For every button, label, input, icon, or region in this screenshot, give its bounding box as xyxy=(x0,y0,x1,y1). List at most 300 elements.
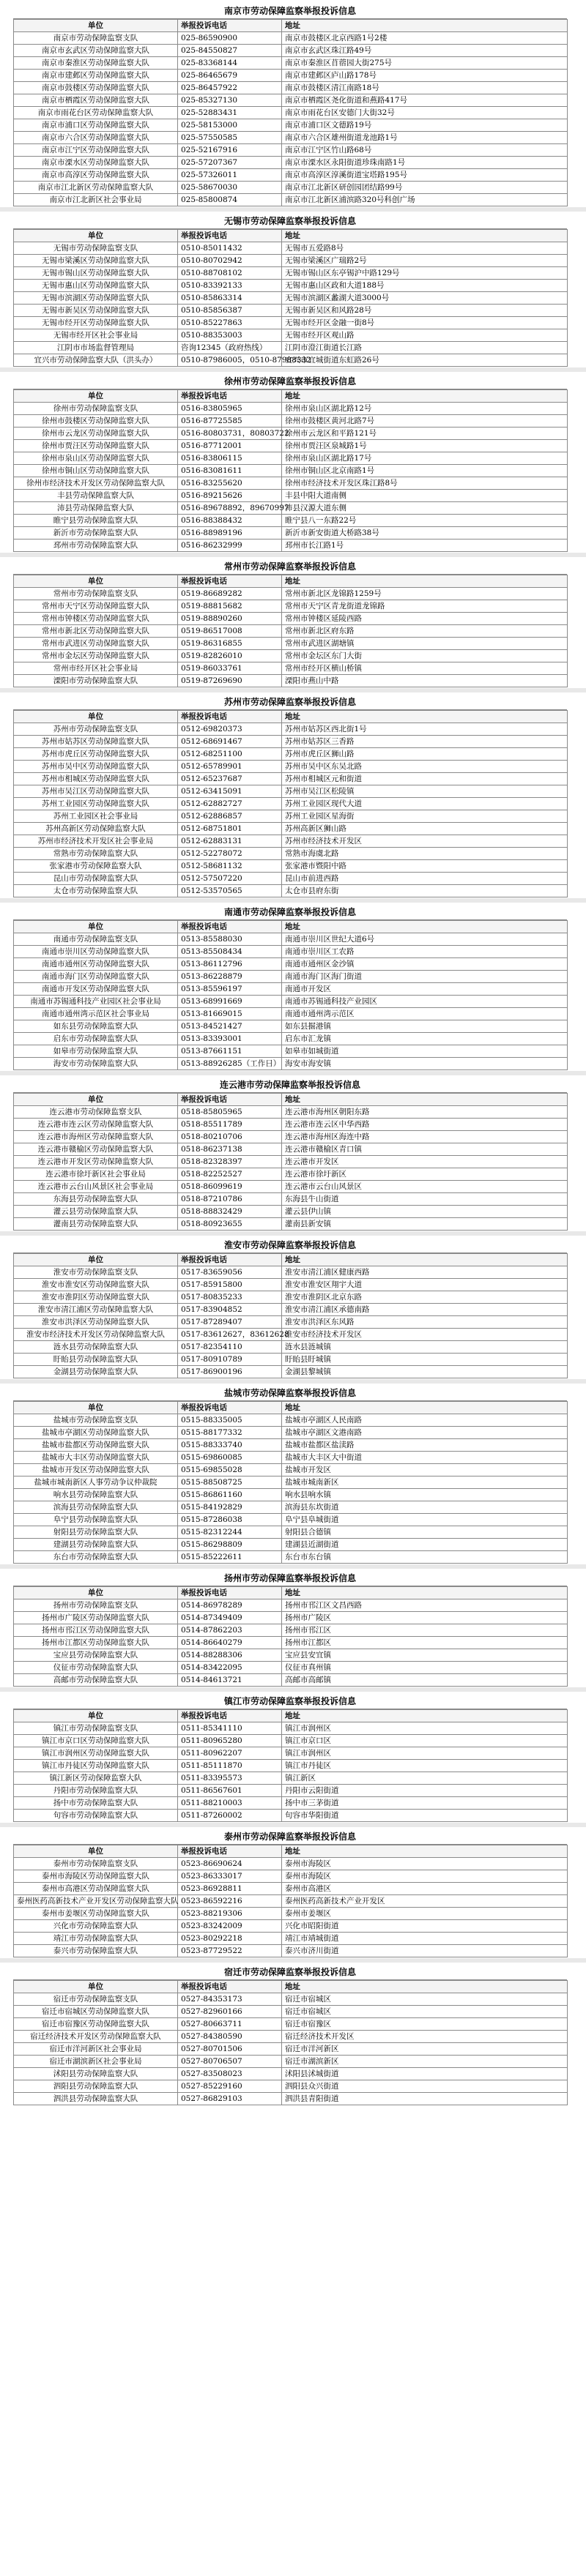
address-cell: 无锡市经开区金融一街8号 xyxy=(282,317,568,329)
address-cell: 扬中市三茅街道 xyxy=(282,1797,568,1810)
address-cell: 南京市建邺区庐山路178号 xyxy=(282,70,568,82)
address-cell: 新沂市新安街道大桥路38号 xyxy=(282,527,568,540)
unit-cell: 南京市高淳区劳动保障监察大队 xyxy=(14,169,178,182)
unit-cell: 无锡市新吴区劳动保障监察大队 xyxy=(14,305,178,317)
phone-cell: 0512-53570565 xyxy=(178,885,282,897)
unit-cell: 镇江市京口区劳动保障监察大队 xyxy=(14,1735,178,1747)
section-divider xyxy=(0,1379,586,1384)
table-row xyxy=(14,1119,568,1131)
phone-cell: 025-84550827 xyxy=(178,45,282,57)
unit-cell: 苏州市虎丘区劳动保障监察大队 xyxy=(14,748,178,761)
table-row xyxy=(14,2043,568,2056)
table-row xyxy=(14,873,568,885)
unit-cell: 海安市劳动保障监察大队 xyxy=(14,1058,178,1070)
section-title: 泰州市劳动保障监察举报投诉信息 xyxy=(13,1829,567,1845)
phone-cell: 0517-83904852 xyxy=(178,1304,282,1316)
phone-cell: 0511-88210003 xyxy=(178,1797,282,1810)
table-row xyxy=(14,1933,568,1945)
address-cell: 南京市江北新区研创园团结路99号 xyxy=(282,182,568,194)
unit-cell: 无锡市滨湖区劳动保障监察大队 xyxy=(14,292,178,305)
city-section xyxy=(13,694,567,897)
phone-cell: 025-57326011 xyxy=(178,169,282,182)
phone-cell: 0515-88335005 xyxy=(178,1414,282,1427)
unit-cell: 邳州市劳动保障监察大队 xyxy=(14,540,178,552)
table-row xyxy=(14,1279,568,1291)
unit-cell: 盐城市城南新区人事劳动争议仲裁院 xyxy=(14,1476,178,1489)
table-row xyxy=(14,82,568,94)
section-title: 无锡市劳动保障监察举报投诉信息 xyxy=(13,213,567,229)
unit-cell: 南京市江北新区社会事业局 xyxy=(14,194,178,206)
section-divider xyxy=(0,1564,586,1569)
phone-cell: 0527-85229160 xyxy=(178,2080,282,2093)
address-cell: 南通市崇川区工农路 xyxy=(282,946,568,958)
section-divider xyxy=(0,207,586,212)
address-cell: 盐城市开发区 xyxy=(282,1464,568,1476)
city-section xyxy=(13,1570,567,1687)
unit-cell: 睢宁县劳动保障监察大队 xyxy=(14,515,178,527)
address-cell: 徐州市铜山区北京南路1号 xyxy=(282,465,568,477)
unit-cell: 江阴市市场监督管理局 xyxy=(14,342,178,354)
phone-cell: 0523-86690624 xyxy=(178,1858,282,1870)
table-header xyxy=(14,1710,568,1722)
table-row xyxy=(14,1131,568,1143)
phone-cell: 0514-86978289 xyxy=(178,1599,282,1612)
contact-table xyxy=(13,1845,568,1957)
table-row xyxy=(14,675,568,687)
phone-cell: 0523-87729522 xyxy=(178,1945,282,1957)
phone-cell: 0512-65789901 xyxy=(178,761,282,773)
address-cell: 丰县中阳大道南侧 xyxy=(282,490,568,502)
address-cell: 南京市鼓楼区清江南路18号 xyxy=(282,82,568,94)
table-row xyxy=(14,1735,568,1747)
table-row xyxy=(14,1206,568,1218)
address-cell: 苏州市吴中区东吴北路 xyxy=(282,761,568,773)
contact-table xyxy=(13,920,568,1070)
city-section xyxy=(13,3,567,206)
phone-cell: 0516-86232999 xyxy=(178,540,282,552)
unit-cell: 灌南县劳动保障监察大队 xyxy=(14,1218,178,1231)
unit-cell: 盐城市大丰区劳动保障监察大队 xyxy=(14,1452,178,1464)
address-cell: 宿迁市洋河新区 xyxy=(282,2043,568,2056)
phone-cell: 0514-87349409 xyxy=(178,1612,282,1624)
phone-cell: 0527-86829103 xyxy=(178,2093,282,2105)
table-row xyxy=(14,1266,568,1279)
unit-cell: 涟水县劳动保障监察大队 xyxy=(14,1341,178,1354)
address-cell: 沭阳县沭城街道 xyxy=(282,2068,568,2080)
address-cell: 常州市经开区横山桥镇 xyxy=(282,662,568,675)
phone-cell: 0516-88388432 xyxy=(178,515,282,527)
phone-cell: 0510-85227863 xyxy=(178,317,282,329)
address-cell: 常州市金坛区东门大街 xyxy=(282,650,568,662)
unit-cell: 苏州高新区劳动保障监察大队 xyxy=(14,823,178,835)
address-cell: 苏州市经济技术开发区 xyxy=(282,835,568,848)
unit-cell: 南京市建邺区劳动保障监察大队 xyxy=(14,70,178,82)
phone-cell: 025-57550585 xyxy=(178,132,282,144)
unit-cell: 连云港市劳动保障监察支队 xyxy=(14,1106,178,1119)
table-row xyxy=(14,1501,568,1514)
table-row xyxy=(14,1649,568,1662)
address-cell: 如东县掘港镇 xyxy=(282,1020,568,1033)
table-row xyxy=(14,662,568,675)
phone-cell: 0515-69860085 xyxy=(178,1452,282,1464)
address-cell: 常熟市海虞北路 xyxy=(282,848,568,860)
unit-cell: 苏州市吴中区劳动保障监察大队 xyxy=(14,761,178,773)
section-divider xyxy=(0,367,586,372)
phone-cell: 0518-85805965 xyxy=(178,1106,282,1119)
table-row xyxy=(14,1058,568,1070)
table-row xyxy=(14,1993,568,2006)
table-row xyxy=(14,305,568,317)
phone-cell: 025-83368144 xyxy=(178,57,282,70)
unit-cell: 金湖县劳动保障监察大队 xyxy=(14,1366,178,1378)
address-cell: 响水县响水镇 xyxy=(282,1489,568,1501)
address-cell: 盱眙县盱城镇 xyxy=(282,1354,568,1366)
address-cell: 泰州市海陵区 xyxy=(282,1858,568,1870)
unit-cell: 昆山市劳动保障监察大队 xyxy=(14,873,178,885)
section-divider xyxy=(0,1071,586,1075)
unit-cell: 无锡市锡山区劳动保障监察大队 xyxy=(14,267,178,280)
address-cell: 徐州市鼓楼区黄河北路7号 xyxy=(282,415,568,428)
phone-cell: 0511-80962207 xyxy=(178,1747,282,1760)
unit-cell: 扬州市江都区劳动保障监察大队 xyxy=(14,1637,178,1649)
table-row xyxy=(14,1908,568,1920)
unit-cell: 常熟市劳动保障监察大队 xyxy=(14,848,178,860)
table-row xyxy=(14,1662,568,1674)
unit-header: 单位 xyxy=(14,1094,178,1106)
unit-cell: 淮安市淮安区劳动保障监察大队 xyxy=(14,1279,178,1291)
address-cell: 常州市新北区龙锦路1259号 xyxy=(282,588,568,600)
contact-table xyxy=(13,575,568,687)
unit-cell: 苏州市劳动保障监察支队 xyxy=(14,723,178,736)
address-cell: 连云港市徐圩新区 xyxy=(282,1168,568,1181)
table-row xyxy=(14,1514,568,1526)
phone-cell: 0518-88832429 xyxy=(178,1206,282,1218)
unit-cell: 南京市鼓楼区劳动保障监察大队 xyxy=(14,82,178,94)
table-row xyxy=(14,1624,568,1637)
table-row xyxy=(14,1414,568,1427)
phone-cell: 0523-86333017 xyxy=(178,1870,282,1883)
unit-cell: 无锡市经开区劳动保障监察大队 xyxy=(14,317,178,329)
table-row xyxy=(14,1870,568,1883)
address-cell: 淮安市清江浦区健康西路 xyxy=(282,1266,568,1279)
unit-cell: 镇江市丹徒区劳动保障监察大队 xyxy=(14,1760,178,1772)
unit-cell: 溧阳市劳动保障监察大队 xyxy=(14,675,178,687)
table-row xyxy=(14,32,568,45)
city-section xyxy=(13,213,567,367)
unit-cell: 常州市新北区劳动保障监察大队 xyxy=(14,625,178,638)
address-cell: 沛县汉源大道东侧 xyxy=(282,502,568,515)
address-cell: 常州市钟楼区延陵西路 xyxy=(282,613,568,625)
address-cell: 南京市浦口区文德路19号 xyxy=(282,119,568,132)
phone-cell: 0527-82960166 xyxy=(178,2006,282,2018)
table-header xyxy=(14,1094,568,1106)
address-cell: 徐州市经济技术开发区珠江路8号 xyxy=(282,477,568,490)
table-row xyxy=(14,1612,568,1624)
unit-cell: 镇江新区劳动保障监察大队 xyxy=(14,1772,178,1785)
table-row xyxy=(14,94,568,107)
phone-cell: 0513-81669015 xyxy=(178,1008,282,1020)
phone-cell: 0510-85011432 xyxy=(178,242,282,255)
unit-cell: 扬州市广陵区劳动保障监察大队 xyxy=(14,1612,178,1624)
address-cell: 常州市新北区府东路 xyxy=(282,625,568,638)
unit-cell: 南通市劳动保障监察支队 xyxy=(14,933,178,946)
phone-cell: 0516-89678892，89670997 xyxy=(178,502,282,515)
address-cell: 无锡市滨湖区蠡湖大道3000号 xyxy=(282,292,568,305)
phone-cell: 0511-86567601 xyxy=(178,1785,282,1797)
phone-cell: 0527-80706507 xyxy=(178,2056,282,2068)
phone-cell: 0515-88177332 xyxy=(178,1427,282,1439)
phone-cell: 0527-83508023 xyxy=(178,2068,282,2080)
city-section xyxy=(13,1693,567,1822)
section-title: 徐州市劳动保障监察举报投诉信息 xyxy=(13,373,567,389)
address-cell: 南通市开发区 xyxy=(282,983,568,996)
unit-cell: 淮安市经济技术开发区劳动保障监察大队 xyxy=(14,1329,178,1341)
address-cell: 徐州市云龙区和平路121号 xyxy=(282,428,568,440)
unit-cell: 徐州市泉山区劳动保障监察大队 xyxy=(14,452,178,465)
unit-cell: 南京市劳动保障监察支队 xyxy=(14,32,178,45)
table-row xyxy=(14,885,568,897)
table-row xyxy=(14,600,568,613)
phone-cell: 025-57207367 xyxy=(178,157,282,169)
table-row xyxy=(14,638,568,650)
table-row xyxy=(14,1329,568,1341)
phone-cell: 咨询12345（政府热线） xyxy=(178,342,282,354)
table-row xyxy=(14,1341,568,1354)
unit-cell: 盐城市盐都区劳动保障监察大队 xyxy=(14,1439,178,1452)
address-cell: 盐城市亭湖区文港南路 xyxy=(282,1427,568,1439)
table-row xyxy=(14,1033,568,1045)
unit-cell: 宿迁市宿豫区劳动保障监察大队 xyxy=(14,2018,178,2031)
table-row xyxy=(14,1883,568,1895)
address-cell: 泰兴市济川街道 xyxy=(282,1945,568,1957)
address-cell: 徐州市泉山区湖北路17号 xyxy=(282,452,568,465)
unit-cell: 泗洪县劳动保障监察大队 xyxy=(14,2093,178,2105)
address-cell: 苏州市吴江区松陵镇 xyxy=(282,785,568,798)
unit-cell: 南京市栖霞区劳动保障监察大队 xyxy=(14,94,178,107)
unit-cell: 连云港市连云区劳动保障监察大队 xyxy=(14,1119,178,1131)
table-row xyxy=(14,723,568,736)
phone-cell: 0516-83805965 xyxy=(178,403,282,415)
table-row xyxy=(14,810,568,823)
table-row xyxy=(14,1106,568,1119)
table-row xyxy=(14,119,568,132)
table-row xyxy=(14,1045,568,1058)
contact-table xyxy=(13,1709,568,1822)
phone-cell: 0515-84192829 xyxy=(178,1501,282,1514)
address-cell: 连云港市赣榆区青口镇 xyxy=(282,1143,568,1156)
address-cell: 南京市溧水区永阳街道珍珠南路1号 xyxy=(282,157,568,169)
address-header: 地址 xyxy=(282,230,568,242)
address-cell: 南京市江北新区浦滨路320号科创广场 xyxy=(282,194,568,206)
address-cell: 常州市武进区湖塘镇 xyxy=(282,638,568,650)
contact-table xyxy=(13,1093,568,1231)
unit-header: 单位 xyxy=(14,1981,178,1993)
unit-cell: 泰州医药高新技术产业开发区劳动保障监察大队 xyxy=(14,1895,178,1908)
phone-cell: 0512-58681132 xyxy=(178,860,282,873)
phone-cell: 025-52883431 xyxy=(178,107,282,119)
phone-cell: 0514-86640279 xyxy=(178,1637,282,1649)
unit-cell: 南京市溧水区劳动保障监察大队 xyxy=(14,157,178,169)
table-row xyxy=(14,613,568,625)
address-cell: 泰州市高港区 xyxy=(282,1883,568,1895)
address-cell: 南京市高淳区淳溪街道宝塔路195号 xyxy=(282,169,568,182)
phone-cell: 0510-85856387 xyxy=(178,305,282,317)
unit-cell: 苏州工业园区劳动保障监察大队 xyxy=(14,798,178,810)
address-cell: 徐州市贾汪区泉城路1号 xyxy=(282,440,568,452)
unit-cell: 响水县劳动保障监察大队 xyxy=(14,1489,178,1501)
table-row xyxy=(14,403,568,415)
unit-cell: 东台市劳动保障监察大队 xyxy=(14,1551,178,1564)
table-row xyxy=(14,1316,568,1329)
table-row xyxy=(14,1760,568,1772)
unit-cell: 连云港市开发区劳动保障监察大队 xyxy=(14,1156,178,1168)
unit-cell: 高邮市劳动保障监察大队 xyxy=(14,1674,178,1687)
address-cell: 宜兴市宜城街道东虹路26号 xyxy=(282,354,568,367)
table-row xyxy=(14,169,568,182)
table-row xyxy=(14,415,568,428)
unit-cell: 南京市江北新区劳动保障监察大队 xyxy=(14,182,178,194)
table-row xyxy=(14,1143,568,1156)
address-header: 地址 xyxy=(282,575,568,588)
unit-cell: 南京市江宁区劳动保障监察大队 xyxy=(14,144,178,157)
table-row xyxy=(14,798,568,810)
table-row xyxy=(14,785,568,798)
address-cell: 泰州市姜堰区 xyxy=(282,1908,568,1920)
address-cell: 扬州市广陵区 xyxy=(282,1612,568,1624)
phone-cell: 0516-87725585 xyxy=(178,415,282,428)
phone-cell: 0515-69855028 xyxy=(178,1464,282,1476)
unit-cell: 无锡市惠山区劳动保障监察大队 xyxy=(14,280,178,292)
contact-table xyxy=(13,1401,568,1564)
phone-cell: 0514-83422095 xyxy=(178,1662,282,1674)
phone-cell: 0519-86517008 xyxy=(178,625,282,638)
table-row xyxy=(14,1747,568,1760)
address-cell: 南京市秦淮区苜蓿园大街275号 xyxy=(282,57,568,70)
address-cell: 常州市天宁区青龙街道龙锦路 xyxy=(282,600,568,613)
table-row xyxy=(14,1427,568,1439)
address-cell: 南通市海门区海门街道 xyxy=(282,971,568,983)
address-cell: 南通市通州区金沙镇 xyxy=(282,958,568,971)
phone-cell: 0519-86689282 xyxy=(178,588,282,600)
phone-header: 举报投诉电话 xyxy=(178,390,282,403)
phone-header: 举报投诉电话 xyxy=(178,711,282,723)
table-row xyxy=(14,527,568,540)
unit-cell: 南通市开发区劳动保障监察大队 xyxy=(14,983,178,996)
table-row xyxy=(14,1489,568,1501)
section-title: 常州市劳动保障监察举报投诉信息 xyxy=(13,559,567,575)
table-row xyxy=(14,182,568,194)
unit-cell: 南通市通州区劳动保障监察大队 xyxy=(14,958,178,971)
address-cell: 南京市雨花台区安德门大街32号 xyxy=(282,107,568,119)
phone-cell: 0513-84521427 xyxy=(178,1020,282,1033)
phone-cell: 0514-84613721 xyxy=(178,1674,282,1687)
phone-header: 举报投诉电话 xyxy=(178,1587,282,1599)
address-cell: 仪征市真州镇 xyxy=(282,1662,568,1674)
section-divider xyxy=(0,898,586,903)
unit-cell: 南通市海门区劳动保障监察大队 xyxy=(14,971,178,983)
address-cell: 阜宁县阜城街道 xyxy=(282,1514,568,1526)
unit-cell: 东海县劳动保障监察大队 xyxy=(14,1193,178,1206)
section-title: 南通市劳动保障监察举报投诉信息 xyxy=(13,904,567,920)
address-cell: 南京市栖霞区尧化街道和燕路417号 xyxy=(282,94,568,107)
table-row xyxy=(14,958,568,971)
table-row xyxy=(14,1366,568,1378)
table-header xyxy=(14,575,568,588)
unit-cell: 泗阳县劳动保障监察大队 xyxy=(14,2080,178,2093)
table-row xyxy=(14,342,568,354)
section-title: 南京市劳动保障监察举报投诉信息 xyxy=(13,3,567,19)
unit-cell: 连云港市赣榆区劳动保障监察大队 xyxy=(14,1143,178,1156)
unit-cell: 无锡市劳动保障监察支队 xyxy=(14,242,178,255)
phone-cell: 0513-86228879 xyxy=(178,971,282,983)
phone-header: 举报投诉电话 xyxy=(178,1402,282,1414)
unit-cell: 灌云县劳动保障监察大队 xyxy=(14,1206,178,1218)
phone-cell: 0519-86316855 xyxy=(178,638,282,650)
unit-header: 单位 xyxy=(14,921,178,933)
address-header: 地址 xyxy=(282,1587,568,1599)
address-header: 地址 xyxy=(282,1402,568,1414)
table-row xyxy=(14,848,568,860)
phone-cell: 0515-82312244 xyxy=(178,1526,282,1539)
phone-cell: 0512-52278072 xyxy=(178,848,282,860)
phone-cell: 0518-87210786 xyxy=(178,1193,282,1206)
unit-header: 单位 xyxy=(14,390,178,403)
section-divider xyxy=(0,1958,586,1963)
phone-cell: 0511-83395573 xyxy=(178,1772,282,1785)
address-cell: 连云港市连云区中华西路 xyxy=(282,1119,568,1131)
phone-cell: 0518-80923655 xyxy=(178,1218,282,1231)
phone-cell: 0513-88926285（工作日） xyxy=(178,1058,282,1070)
section-divider xyxy=(0,688,586,692)
section-title: 连云港市劳动保障监察举报投诉信息 xyxy=(13,1077,567,1093)
address-cell: 南通市通州湾示范区 xyxy=(282,1008,568,1020)
address-cell: 盐城市城南新区 xyxy=(282,1476,568,1489)
unit-cell: 泰兴市劳动保障监察大队 xyxy=(14,1945,178,1957)
address-cell: 苏州高新区狮山路 xyxy=(282,823,568,835)
unit-cell: 宝应县劳动保障监察大队 xyxy=(14,1649,178,1662)
table-row xyxy=(14,1785,568,1797)
unit-cell: 泰州市劳动保障监察支队 xyxy=(14,1858,178,1870)
table-row xyxy=(14,1464,568,1476)
table-row xyxy=(14,132,568,144)
phone-cell: 0512-69820373 xyxy=(178,723,282,736)
phone-cell: 0510-85863314 xyxy=(178,292,282,305)
table-row xyxy=(14,490,568,502)
address-cell: 镇江市润州区 xyxy=(282,1722,568,1735)
unit-cell: 苏州市相城区劳动保障监察大队 xyxy=(14,773,178,785)
phone-cell: 0515-87286038 xyxy=(178,1514,282,1526)
table-row xyxy=(14,2056,568,2068)
table-row xyxy=(14,1008,568,1020)
unit-cell: 常州市武进区劳动保障监察大队 xyxy=(14,638,178,650)
phone-cell: 0517-87289407 xyxy=(178,1316,282,1329)
unit-cell: 常州市金坛区劳动保障监察大队 xyxy=(14,650,178,662)
unit-cell: 兴化市劳动保障监察大队 xyxy=(14,1920,178,1933)
address-cell: 涟水县涟城镇 xyxy=(282,1341,568,1354)
table-header xyxy=(14,1587,568,1599)
unit-cell: 徐州市鼓楼区劳动保障监察大队 xyxy=(14,415,178,428)
phone-cell: 0519-87269690 xyxy=(178,675,282,687)
table-row xyxy=(14,452,568,465)
unit-cell: 泰州市姜堰区劳动保障监察大队 xyxy=(14,1908,178,1920)
table-row xyxy=(14,1551,568,1564)
table-row xyxy=(14,2080,568,2093)
address-cell: 苏州市相城区元和街道 xyxy=(282,773,568,785)
section-divider xyxy=(0,1231,586,1236)
unit-cell: 连云港市海州区劳动保障监察大队 xyxy=(14,1131,178,1143)
unit-cell: 苏州市姑苏区劳动保障监察大队 xyxy=(14,736,178,748)
unit-cell: 南京市雨花台区劳动保障监察大队 xyxy=(14,107,178,119)
